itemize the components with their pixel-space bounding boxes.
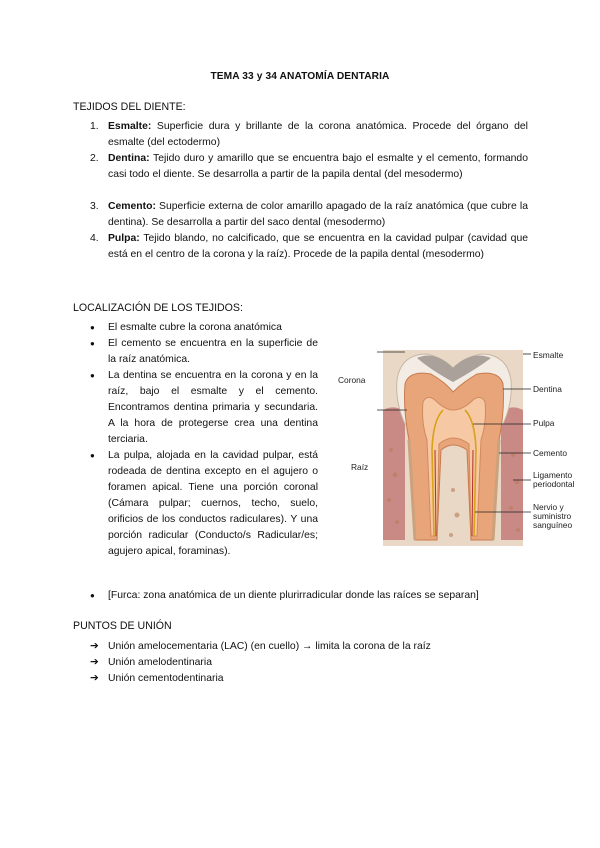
section-heading-localizacion: LOCALIZACIÓN DE LOS TEJIDOS: (73, 302, 243, 314)
term-pulpa: Pulpa: (108, 233, 140, 244)
label-dentina: Dentina (533, 384, 562, 394)
list-item: 4. Pulpa: Tejido blando, no calcificado, que se encuentra en la cavidad pulpar (cavidad que está en el centro de la corona y la raíz). Procede de la papila dental (mesodermo) (90, 233, 528, 260)
localizacion-list (90, 320, 318, 576)
list-item: ● El esmalte cubre la corona anatómica (90, 320, 318, 336)
list-item: ● La pulpa, alojada en la cavidad pulpar, está rodeada de dentina excepto en el agujero o foramen apical. Tiene una porción coronal (Cámara pulpar; cuernos, techo, suelo, orificios de los conductos radiculares). Y una porción radicular (Conducto/s Radicular/es; agujero apical, foraminas). (90, 450, 318, 557)
gum-right (501, 407, 523, 540)
tejidos-list (90, 119, 528, 279)
term-cemento: Cemento: (108, 201, 156, 212)
list-item: ➔ Unión amelocementaria (LAC) (en cuello) → limita la corona de la raíz (90, 639, 510, 655)
section-heading-tejidos: TEJIDOS DEL DIENTE: (73, 101, 186, 113)
arrow-icon: ➔ (90, 641, 99, 652)
label-ligamento: Ligamento periodontal (533, 470, 575, 489)
list-item: ● El cemento se encuentra en la superficie de la raíz anatómica. (90, 338, 318, 365)
arrow-icon: ➔ (90, 673, 99, 684)
bullet-icon: ● (90, 371, 95, 380)
puntos-list (90, 639, 510, 687)
page-title: TEMA 33 y 34 ANATOMÍA DENTARIA (210, 71, 390, 82)
furca-note (90, 588, 530, 604)
label-nervio: Nervio y suministro sanguíneo (533, 502, 573, 530)
list-item: ● La dentina se encuentra en la corona y en la raíz, bajo el esmalte y el cemento. Encontramos dentina primaria y secundaria. A la hora de protegerse crea una dentina terciaria. (90, 370, 318, 445)
list-item: 3. Cemento: Superficie externa de color amarillo apagado de la raíz anatómica (que cubre la dentina). Se desarrolla a partir del saco dental (mesodermo) (90, 201, 528, 228)
tooth-diagram (335, 340, 580, 555)
list-item: 2. Dentina: Tejido duro y amarillo que se encuentra bajo el esmalte y el cemento, formando casi todo el diente. Se desarrolla a partir de la papila dental (del mesodermo) (90, 153, 528, 180)
label-corona: Corona (338, 375, 366, 385)
label-cemento: Cemento (533, 448, 567, 458)
bullet-icon: ● (90, 323, 95, 332)
list-item: 1. Esmalte: Superficie dura y brillante de la corona anatómica. Procede del órgano del esmalte (del ectodermo) (90, 121, 528, 148)
list-item: ➔ Unión amelodentinaria (90, 655, 510, 671)
section-heading-puntos: PUNTOS DE UNIÓN (73, 620, 172, 632)
label-pulpa: Pulpa (533, 418, 555, 428)
bullet-icon: ● (90, 591, 95, 600)
bullet-icon: ● (90, 451, 95, 460)
term-dentina: Dentina: (108, 153, 150, 164)
label-raiz: Raíz (351, 462, 369, 472)
label-esmalte: Esmalte (533, 350, 564, 360)
arrow-icon: ➔ (90, 657, 99, 668)
list-item: ➔ Unión cementodentinaria (90, 671, 510, 687)
list-item: ● [Furca: zona anatómica de un diente plurirradicular donde las raíces se separan] (90, 588, 530, 604)
term-esmalte: Esmalte: (108, 121, 152, 132)
bullet-icon: ● (90, 339, 95, 348)
